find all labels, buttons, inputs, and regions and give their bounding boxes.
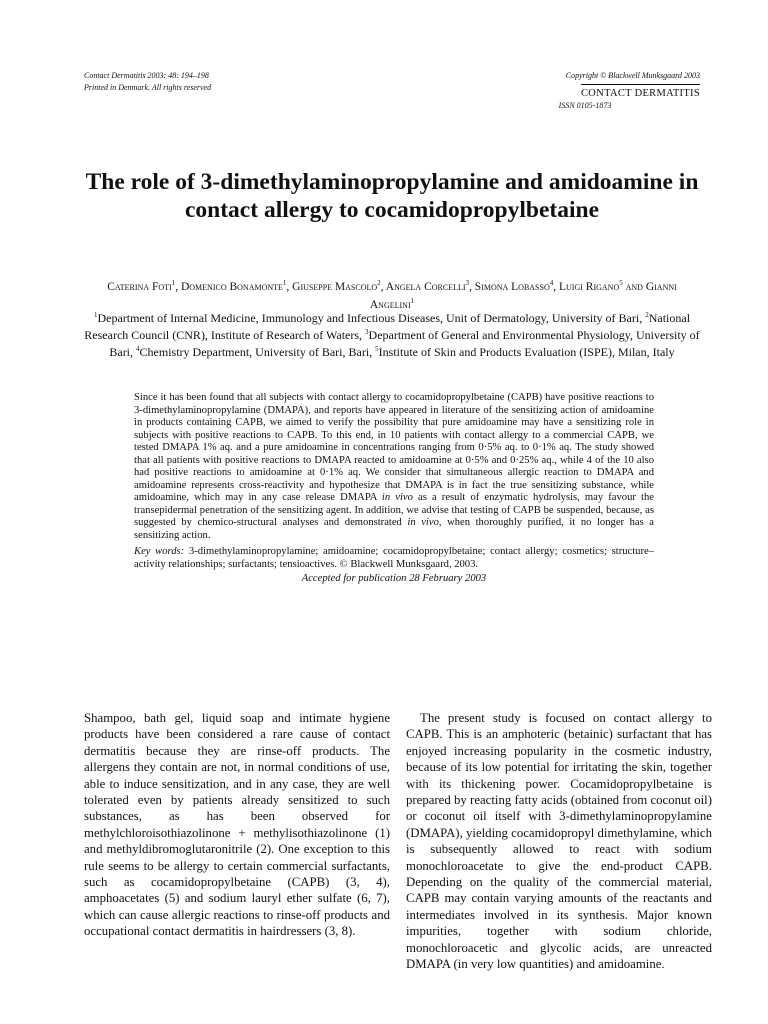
author: Luigi Rigano$^5$	[559, 279, 623, 293]
abstract-text: Since it has been found that all subjects with contact allergy to cocamidopropylbetaine (CAPB) have positive reactions to 3-dimethylaminopropylamine (DMAPA), and reports have appeared in literature of the sensitizing action of amidoamine in products containing CAPB, we aimed to verify the possibility that pure amidoamine may have a sensitizing role in subjects with positive reactions to CAPB. To this end, in 10 patients with contact allergy to a commercial CAPB, we tested DMAPA 1% aq. and a pure amidoamine in concentrations ranging from 0·5% aq. to 0·1% aq. The study showed that all patients with positive reactions to DMAPA reacted to amidoamine at 0·5% and 0·25% aq., while 4 of the 10 also had positive reactions to amidoamine at 0·1% aq. We consider that simultaneous allergic reaction to DMAPA and amidoamine represents cross-reactivity and hypothesize that DMAPA is in fact the true sensitizing substance, while amidoamine, which may in any case release DMAPA in vivo as a result of enzymatic hydrolysis, may favour the transepidermal penetration of the sensitizing agent. In addition, we advise that testing of CAPB be suspended, because, as suggested by chemico-structural analyses and demonstrated in vivo, when thoroughly purified, it no longer has a sensitizing action.	[134, 392, 655, 541]
journal-name: CONTACT DERMATITIS	[581, 84, 700, 100]
journal-citation: Contact Dermatitis 2003: 48: 194–198	[84, 71, 209, 80]
copyright-notice: Copyright © Blackwell Munksgaard 2003	[565, 71, 700, 80]
article-title: The role of 3-dimethylaminopropylamine and amidoamine in contact allergy to cocamidopropylbetaine	[85, 169, 699, 223]
author: Domenico Bonamonte$^1$	[180, 279, 287, 293]
author: Caterina Foti$^1$	[107, 279, 176, 293]
affiliation: Department of Internal Medicine, Immunology and Infectious Diseases, Unit of Dermatology, University of Bari,	[97, 311, 643, 325]
keywords: Key words: 3-dimethylaminopropylamine; amidoamine; cocamidopropylbetaine; contact allergy; cosmetics; structure–activity relationships; surfactants; tensioactives. © Blackwell Munksgaard, 2003.	[134, 546, 654, 570]
body-paragraph: Shampoo, bath gel, liquid soap and intimate hygiene products have been considered a rare cause of contact dermatitis because they are rinse-off products. The allergens they contain are not, in normal conditions of use, able to induce sensitization, and in any case, they are well tolerated even by patients already sensitized to such substances, as has been observed for methylchloroisothiazolinone + methylisothiazolinone (1) and methyldibromoglutaronitrile (2). One exception to this rule seems to be allergy to certain commercial surfactants, such as cocamidopropylbetaine (CAPB) (3, 4), amphoacetates (5) and sodium lauryl ether sulfate (6, 7), which can cause allergic reactions to rinse-off products and occupational contact dermatitis in hairdressers (3, 8).	[84, 711, 390, 939]
author: Angela Corcelli$^3$	[385, 279, 470, 293]
author: Simona Lobasso$^4$	[474, 279, 554, 293]
header-right	[480, 70, 700, 112]
body-paragraph: The present study is focused on contact allergy to CAPB. This is an amphoteric (betainic) surfactant that has enjoyed increasing popularity in the cosmetic industry, because of its low potential for irritating the skin, together with its thickening power. Cocamidopropylbetaine is prepared by reacting fatty acids (obtained from coconut oil) or coconut oil itself with 3-dimethylaminopropylamine (DMAPA), yielding cocamidopropyl dimethylamine, which is subsequently allowed to react with sodium monochloroacetate to give the end-product CAPB. Depending on the quality of the commercial material, CAPB may contain varying amounts of the reactants and intermediates involved in its synthesis. Major known impurities, together with sodium chloride, monochloroacetic and glycolic acids, are unreacted DMAPA (in very low quantities) and amidoamine.	[406, 711, 712, 972]
body-column-left	[84, 710, 390, 940]
body-column-right	[406, 710, 712, 973]
abstract	[134, 392, 654, 586]
issn: ISSN 0105-1873	[558, 101, 612, 110]
author: Giuseppe Mascolo$^2$	[292, 279, 381, 293]
affiliation: Chemistry Department, University of Bari, Bari,	[139, 345, 373, 359]
accepted-date: Accepted for publication 28 February 2003	[301, 573, 487, 584]
affiliation: Department of General and Environmental Physiology, University of Bari,	[109, 328, 700, 359]
author: Gianni Angelini$^1$	[369, 280, 677, 311]
affiliation: National Research Council (CNR), Institute of Research of Waters,	[84, 311, 691, 342]
author-list: Caterina Foti$^1$, Domenico Bonamonte$^1$, Giuseppe Mascolo$^2$, Angela Corcelli$^3$, Simona Lobasso$^4$, Luigi Rigano$^5$ and Gianni Angelini$^1$	[107, 279, 677, 311]
header-left	[84, 70, 211, 94]
affiliation: Institute of Skin and Products Evaluation (ISPE), Milan, Italy	[378, 345, 675, 359]
printed-notice: Printed in Denmark. All rights reserved	[84, 83, 212, 92]
affiliations: $^1$Department of Internal Medicine, Immunology and Infectious Diseases, Unit of Dermatology, University of Bari, $^2$National Research Council (CNR), Institute of Research of Waters, $^3$Department of General and Environmental Physiology, University of Bari, $^4$Chemistry Department, University of Bari, Bari, $^5$Institute of Skin and Products Evaluation (ISPE), Milan, Italy	[84, 311, 700, 359]
